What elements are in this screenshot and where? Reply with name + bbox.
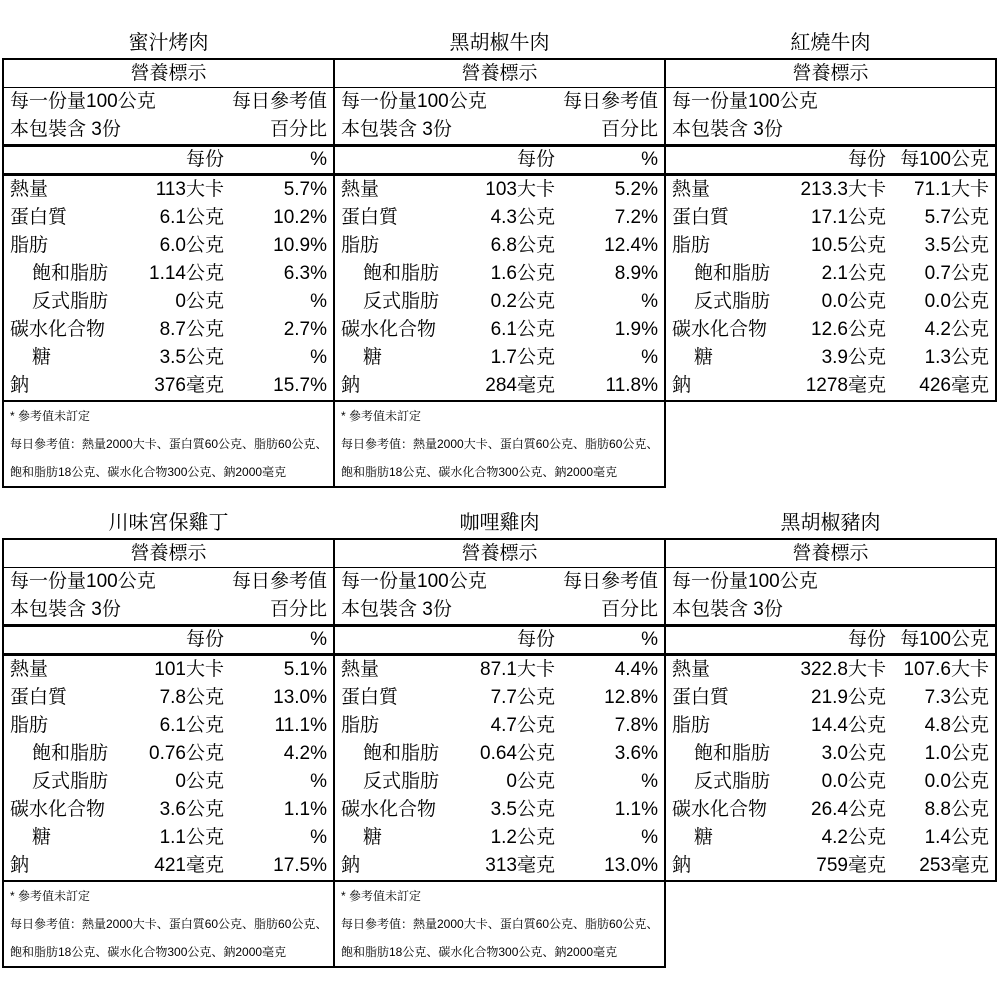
nutrient-name: 鈉 <box>341 855 361 876</box>
product-title: 紅燒牛肉 <box>790 32 871 54</box>
nutrient-name: 鈉 <box>672 375 692 396</box>
nutrient-name: 熱量 <box>672 179 711 200</box>
second-column-value: 253毫克 <box>919 855 989 876</box>
footnote-line: 飽和脂肪18公克、碳水化合物300公克、鈉2000毫克 <box>341 945 618 959</box>
nutrient-row <box>4 260 333 288</box>
second-column-value: 71.1大卡 <box>914 179 989 200</box>
nutrient-row <box>4 288 333 316</box>
product-title: 川味宮保雞丁 <box>108 512 229 534</box>
per-serving-value: 322.8大卡 <box>800 659 886 680</box>
per-serving-value: 0.0公克 <box>821 771 886 792</box>
second-column-value: 2.7% <box>283 319 327 340</box>
per-serving-value: 0.64公克 <box>480 743 555 764</box>
nutrient-rows <box>666 176 995 400</box>
product-title: 黑胡椒牛肉 <box>449 32 550 54</box>
nutrient-row <box>666 288 995 316</box>
empty-corner-cell <box>10 147 122 173</box>
nutrition-facts-header: 營養標示 <box>4 540 333 568</box>
serving-size-text: 每一份量100公克 <box>341 91 487 112</box>
nutrient-name: 飽和脂肪 <box>694 263 771 284</box>
second-column-value: 13.0% <box>604 855 658 876</box>
nutrition-facts-header: 營養標示 <box>4 60 333 88</box>
per-serving-value: 7.8公克 <box>159 687 224 708</box>
second-column-value: 1.9% <box>614 319 658 340</box>
package-servings-text: 本包裝含 3份 <box>672 119 783 140</box>
per-serving-value: 6.1公克 <box>159 715 224 736</box>
nutrient-row <box>4 656 333 684</box>
nutrition-table <box>664 538 997 882</box>
daily-reference-text: 每日參考值 <box>562 91 658 112</box>
footnote-box <box>333 400 666 488</box>
nutrition-table <box>2 538 335 882</box>
per-serving-value: 10.5公克 <box>811 235 886 256</box>
column-header-row <box>666 624 995 656</box>
nutrient-name: 蛋白質 <box>10 207 68 228</box>
product-title: 黑胡椒豬肉 <box>780 512 881 534</box>
per-serving-value: 0.76公克 <box>149 743 224 764</box>
nutrient-row <box>335 712 664 740</box>
nutrition-panel <box>664 28 997 402</box>
nutrient-name: 脂肪 <box>672 715 711 736</box>
nutrient-name: 糖 <box>363 347 383 368</box>
nutrition-panel <box>2 28 335 488</box>
nutrient-name: 飽和脂肪 <box>694 743 771 764</box>
second-column-value: 8.9% <box>614 263 658 284</box>
second-column-value: 1.0公克 <box>924 743 989 764</box>
per-serving-column-header: 每份 <box>847 629 886 650</box>
second-column-value: 17.5% <box>273 855 327 876</box>
nutrient-row <box>666 232 995 260</box>
nutrient-name: 飽和脂肪 <box>363 743 440 764</box>
nutrient-row <box>666 260 995 288</box>
nutrient-row <box>666 204 995 232</box>
serving-size-row <box>4 88 333 116</box>
package-servings-row <box>4 596 333 624</box>
nutrient-row <box>335 740 664 768</box>
footnote-line: 每日參考值：熱量2000大卡、蛋白質60公克、脂肪60公克、 <box>341 437 658 451</box>
nutrient-name: 糖 <box>363 827 383 848</box>
empty-corner-cell <box>341 147 453 173</box>
second-column-value: 12.8% <box>604 687 658 708</box>
per-serving-value: 4.3公克 <box>490 207 555 228</box>
percentage-label-text: 百分比 <box>269 119 327 140</box>
second-column-value: 4.2公克 <box>924 319 989 340</box>
serving-size-row <box>666 88 995 116</box>
second-column-value: 1.1% <box>614 799 658 820</box>
footnote-line: * 參考值未訂定 <box>341 889 422 903</box>
second-column-value: 1.4公克 <box>924 827 989 848</box>
nutrient-row <box>4 824 333 852</box>
nutrient-row <box>4 232 333 260</box>
nutrition-table <box>664 58 997 402</box>
footnote-line: 每日參考值：熱量2000大卡、蛋白質60公克、脂肪60公克、 <box>10 917 327 931</box>
nutrient-name: 糖 <box>32 827 52 848</box>
per-serving-value: 759毫克 <box>816 855 886 876</box>
daily-reference-text: 每日參考值 <box>231 91 327 112</box>
nutrient-row <box>335 232 664 260</box>
serving-size-text: 每一份量100公克 <box>341 571 487 592</box>
footnote-line: 飽和脂肪18公克、碳水化合物300公克、鈉2000毫克 <box>10 945 287 959</box>
second-column-value: % <box>310 291 327 312</box>
nutrient-row <box>4 852 333 880</box>
empty-corner-cell <box>341 627 453 653</box>
nutrient-name: 反式脂肪 <box>363 771 440 792</box>
nutrient-row <box>4 204 333 232</box>
per-serving-value: 313毫克 <box>485 855 555 876</box>
second-column-value: 3.5公克 <box>924 235 989 256</box>
nutrient-row <box>335 316 664 344</box>
second-column-header: 每100公克 <box>900 149 989 170</box>
nutrient-name: 反式脂肪 <box>32 771 109 792</box>
per-serving-value: 0公克 <box>175 771 224 792</box>
per-serving-value: 0公克 <box>506 771 555 792</box>
product-title: 蜜汁烤肉 <box>128 32 209 54</box>
footnote-line: * 參考值未訂定 <box>10 889 91 903</box>
second-column-value: 426毫克 <box>919 375 989 396</box>
per-serving-value: 3.9公克 <box>821 347 886 368</box>
per-serving-value: 6.1公克 <box>159 207 224 228</box>
column-header-row <box>4 144 333 176</box>
nutrient-name: 碳水化合物 <box>672 799 768 820</box>
nutrition-panel <box>2 508 335 968</box>
nutrient-name: 反式脂肪 <box>32 291 109 312</box>
nutrient-row <box>335 768 664 796</box>
nutrient-row <box>4 684 333 712</box>
nutrient-name: 碳水化合物 <box>10 799 106 820</box>
second-column-value: 7.3公克 <box>924 687 989 708</box>
second-column-value: % <box>641 827 658 848</box>
nutrient-name: 反式脂肪 <box>363 291 440 312</box>
second-column-value: 5.1% <box>283 659 327 680</box>
second-column-value: 3.6% <box>614 743 658 764</box>
second-column-header: % <box>641 629 658 650</box>
second-column-value: 11.8% <box>605 375 658 396</box>
nutrient-name: 鈉 <box>672 855 692 876</box>
nutrient-rows <box>335 656 664 880</box>
second-column-value: 5.7% <box>283 179 327 200</box>
nutrient-name: 反式脂肪 <box>694 291 771 312</box>
per-serving-value: 1.6公克 <box>490 263 555 284</box>
per-serving-value: 101大卡 <box>154 659 224 680</box>
nutrient-name: 鈉 <box>10 375 30 396</box>
package-servings-row <box>666 596 995 624</box>
nutrient-row <box>4 712 333 740</box>
per-serving-value: 284毫克 <box>485 375 555 396</box>
package-servings-text: 本包裝含 3份 <box>10 119 121 140</box>
nutrient-row <box>666 796 995 824</box>
nutrition-panel <box>333 508 666 968</box>
bottom-row-of-tables <box>2 488 1000 968</box>
nutrient-row <box>335 372 664 400</box>
nutrition-panel <box>333 28 666 488</box>
serving-size-text: 每一份量100公克 <box>672 91 818 112</box>
nutrition-facts-header: 營養標示 <box>666 60 995 88</box>
second-column-value: 10.2% <box>273 207 327 228</box>
nutrient-name: 碳水化合物 <box>341 319 437 340</box>
footnote-line: * 參考值未訂定 <box>10 409 91 423</box>
product-title: 咖哩雞肉 <box>459 512 540 534</box>
second-column-value: 13.0% <box>273 687 327 708</box>
second-column-value: 107.6大卡 <box>903 659 989 680</box>
second-column-value: % <box>641 291 658 312</box>
nutrient-row <box>4 316 333 344</box>
second-column-value: % <box>310 771 327 792</box>
package-servings-row <box>666 116 995 144</box>
nutrient-name: 飽和脂肪 <box>32 263 109 284</box>
nutrient-name: 飽和脂肪 <box>32 743 109 764</box>
nutrient-row <box>666 372 995 400</box>
second-column-header: % <box>641 149 658 170</box>
second-column-value: 7.8% <box>614 715 658 736</box>
nutrient-row <box>335 260 664 288</box>
nutrient-row <box>666 824 995 852</box>
nutrient-row <box>335 824 664 852</box>
serving-size-row <box>335 88 664 116</box>
nutrient-rows <box>335 176 664 400</box>
nutrient-name: 脂肪 <box>10 235 49 256</box>
second-column-value: 4.2% <box>283 743 327 764</box>
nutrient-row <box>335 288 664 316</box>
per-serving-value: 1278毫克 <box>805 375 886 396</box>
per-serving-value: 2.1公克 <box>821 263 886 284</box>
package-servings-row <box>335 116 664 144</box>
nutrient-name: 熱量 <box>672 659 711 680</box>
nutrient-row <box>335 176 664 204</box>
per-serving-value: 0公克 <box>175 291 224 312</box>
nutrition-table <box>2 58 335 402</box>
second-column-header: % <box>310 149 327 170</box>
package-servings-text: 本包裝含 3份 <box>341 119 452 140</box>
column-header-row <box>4 624 333 656</box>
nutrient-name: 蛋白質 <box>341 207 399 228</box>
nutrient-row <box>4 740 333 768</box>
per-serving-value: 26.4公克 <box>811 799 886 820</box>
top-row-of-tables <box>2 0 1000 488</box>
per-serving-value: 113大卡 <box>155 179 224 200</box>
per-serving-value: 17.1公克 <box>811 207 886 228</box>
nutrient-row <box>335 204 664 232</box>
percentage-label-text: 百分比 <box>600 119 658 140</box>
nutrient-name: 鈉 <box>341 375 361 396</box>
per-serving-value: 6.8公克 <box>490 235 555 256</box>
nutrient-name: 脂肪 <box>672 235 711 256</box>
per-serving-value: 8.7公克 <box>159 319 224 340</box>
nutrition-facts-header: 營養標示 <box>335 60 664 88</box>
nutrient-row <box>335 684 664 712</box>
daily-reference-text: 每日參考值 <box>562 571 658 592</box>
per-serving-value: 14.4公克 <box>811 715 886 736</box>
per-serving-value: 213.3大卡 <box>800 179 886 200</box>
nutrient-name: 碳水化合物 <box>341 799 437 820</box>
nutrient-rows <box>666 656 995 880</box>
footnote-box <box>2 880 335 968</box>
second-column-value: % <box>641 347 658 368</box>
nutrient-row <box>666 768 995 796</box>
per-serving-value: 87.1大卡 <box>480 659 555 680</box>
second-column-value: 0.0公克 <box>924 771 989 792</box>
per-serving-column-header: 每份 <box>516 629 555 650</box>
nutrient-row <box>4 796 333 824</box>
nutrient-name: 熱量 <box>341 179 380 200</box>
nutrient-row <box>666 344 995 372</box>
nutrition-table <box>333 58 666 402</box>
second-column-value: 4.8公克 <box>924 715 989 736</box>
second-column-value: % <box>310 347 327 368</box>
percentage-label-text: 百分比 <box>269 599 327 620</box>
empty-corner-cell <box>10 627 122 653</box>
footnote-box <box>2 400 335 488</box>
per-serving-value: 3.5公克 <box>490 799 555 820</box>
nutrient-name: 碳水化合物 <box>10 319 106 340</box>
serving-size-text: 每一份量100公克 <box>10 571 156 592</box>
per-serving-value: 4.2公克 <box>821 827 886 848</box>
per-serving-value: 3.6公克 <box>159 799 224 820</box>
nutrient-name: 熱量 <box>10 179 49 200</box>
nutrient-name: 蛋白質 <box>10 687 68 708</box>
nutrient-row <box>666 656 995 684</box>
per-serving-value: 3.5公克 <box>159 347 224 368</box>
per-serving-value: 4.7公克 <box>490 715 555 736</box>
second-column-header: % <box>310 629 327 650</box>
footnote-line: * 參考值未訂定 <box>341 409 422 423</box>
nutrient-row <box>666 852 995 880</box>
second-column-value: 1.3公克 <box>924 347 989 368</box>
second-column-header: 每100公克 <box>900 629 989 650</box>
serving-size-row <box>335 568 664 596</box>
per-serving-column-header: 每份 <box>185 149 224 170</box>
nutrient-name: 蛋白質 <box>672 687 730 708</box>
column-header-row <box>335 624 664 656</box>
nutrient-rows <box>4 656 333 880</box>
package-servings-row <box>335 596 664 624</box>
nutrient-row <box>666 740 995 768</box>
per-serving-value: 1.2公克 <box>490 827 555 848</box>
second-column-value: 4.4% <box>614 659 658 680</box>
nutrient-name: 脂肪 <box>10 715 49 736</box>
serving-size-row <box>4 568 333 596</box>
nutrient-row <box>335 656 664 684</box>
nutrient-name: 鈉 <box>10 855 30 876</box>
nutrient-row <box>666 176 995 204</box>
nutrient-name: 飽和脂肪 <box>363 263 440 284</box>
per-serving-column-header: 每份 <box>847 149 886 170</box>
serving-size-row <box>666 568 995 596</box>
per-serving-value: 6.1公克 <box>490 319 555 340</box>
nutrient-name: 糖 <box>32 347 52 368</box>
second-column-value: 8.8公克 <box>924 799 989 820</box>
column-header-row <box>335 144 664 176</box>
empty-corner-cell <box>672 147 784 173</box>
nutrient-name: 蛋白質 <box>341 687 399 708</box>
nutrient-row <box>4 768 333 796</box>
nutrition-panel <box>664 508 997 882</box>
nutrient-row <box>335 852 664 880</box>
footnote-box <box>333 880 666 968</box>
nutrient-row <box>335 796 664 824</box>
per-serving-column-header: 每份 <box>185 629 224 650</box>
nutrient-name: 碳水化合物 <box>672 319 768 340</box>
nutrition-facts-header: 營養標示 <box>666 540 995 568</box>
second-column-value: 0.0公克 <box>924 291 989 312</box>
percentage-label-text: 百分比 <box>600 599 658 620</box>
second-column-value: 5.2% <box>614 179 658 200</box>
nutrient-name: 蛋白質 <box>672 207 730 228</box>
per-serving-value: 6.0公克 <box>159 235 224 256</box>
per-serving-value: 1.7公克 <box>490 347 555 368</box>
column-header-row <box>666 144 995 176</box>
nutrient-row <box>335 344 664 372</box>
daily-reference-text: 每日參考值 <box>231 571 327 592</box>
serving-size-text: 每一份量100公克 <box>10 91 156 112</box>
footnote-line: 每日參考值：熱量2000大卡、蛋白質60公克、脂肪60公克、 <box>10 437 327 451</box>
nutrient-row <box>4 344 333 372</box>
nutrition-table <box>333 538 666 882</box>
empty-corner-cell <box>672 627 784 653</box>
second-column-value: 7.2% <box>614 207 658 228</box>
nutrient-name: 熱量 <box>341 659 380 680</box>
nutrient-row <box>4 176 333 204</box>
package-servings-text: 本包裝含 3份 <box>341 599 452 620</box>
per-serving-value: 421毫克 <box>154 855 224 876</box>
per-serving-column-header: 每份 <box>516 149 555 170</box>
second-column-value: 0.7公克 <box>924 263 989 284</box>
second-column-value: 10.9% <box>273 235 327 256</box>
nutrient-name: 反式脂肪 <box>694 771 771 792</box>
nutrient-row <box>666 684 995 712</box>
second-column-value: 12.4% <box>604 235 658 256</box>
nutrient-name: 糖 <box>694 347 714 368</box>
footnote-line: 每日參考值：熱量2000大卡、蛋白質60公克、脂肪60公克、 <box>341 917 658 931</box>
package-servings-row <box>4 116 333 144</box>
per-serving-value: 0.2公克 <box>490 291 555 312</box>
second-column-value: 11.1% <box>274 715 327 736</box>
package-servings-text: 本包裝含 3份 <box>672 599 783 620</box>
nutrient-name: 脂肪 <box>341 235 380 256</box>
footnote-line: 飽和脂肪18公克、碳水化合物300公克、鈉2000毫克 <box>341 465 618 479</box>
per-serving-value: 103大卡 <box>485 179 555 200</box>
nutrient-name: 脂肪 <box>341 715 380 736</box>
nutrition-facts-header: 營養標示 <box>335 540 664 568</box>
second-column-value: 15.7% <box>273 375 327 396</box>
per-serving-value: 1.14公克 <box>149 263 224 284</box>
per-serving-value: 376毫克 <box>154 375 224 396</box>
serving-size-text: 每一份量100公克 <box>672 571 818 592</box>
second-column-value: 5.7公克 <box>924 207 989 228</box>
per-serving-value: 7.7公克 <box>490 687 555 708</box>
per-serving-value: 0.0公克 <box>821 291 886 312</box>
per-serving-value: 12.6公克 <box>811 319 886 340</box>
per-serving-value: 3.0公克 <box>821 743 886 764</box>
nutrient-row <box>666 712 995 740</box>
nutrient-name: 糖 <box>694 827 714 848</box>
footnote-line: 飽和脂肪18公克、碳水化合物300公克、鈉2000毫克 <box>10 465 287 479</box>
nutrient-rows <box>4 176 333 400</box>
nutrient-row <box>666 316 995 344</box>
nutrient-row <box>4 372 333 400</box>
second-column-value: 1.1% <box>283 799 327 820</box>
package-servings-text: 本包裝含 3份 <box>10 599 121 620</box>
per-serving-value: 21.9公克 <box>811 687 886 708</box>
nutrient-name: 熱量 <box>10 659 49 680</box>
second-column-value: % <box>310 827 327 848</box>
second-column-value: % <box>641 771 658 792</box>
per-serving-value: 1.1公克 <box>159 827 224 848</box>
second-column-value: 6.3% <box>283 263 327 284</box>
